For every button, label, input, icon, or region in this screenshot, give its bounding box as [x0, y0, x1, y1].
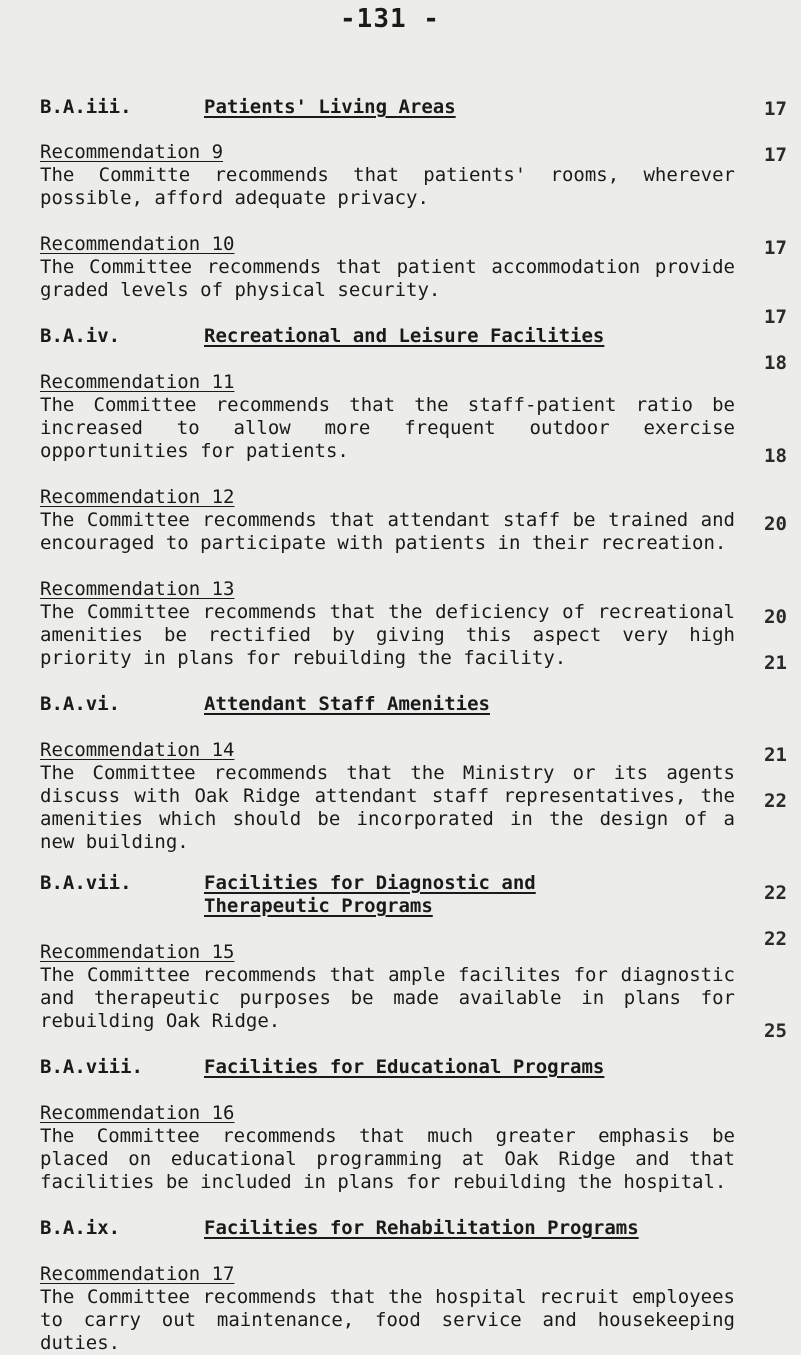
recommendation: [40, 739, 735, 854]
recommendation-text: The Committee recommends that much greater emphasis be placed on educational programming at Oak Ridge and that facilities be included in plans for rebuilding the hospital.: [40, 1125, 735, 1193]
recommendation: [40, 141, 735, 210]
recommendation-text: The Committee recommends that patient accommodation provide graded levels of physical security.: [40, 256, 735, 301]
recommendation-text: The Committee recommends that the staff-patient ratio be increased to allow more frequent outdoor exercise opportunities for patients.: [40, 394, 735, 462]
section-heading: [40, 872, 735, 918]
section-code: B.A.vi.: [40, 693, 121, 715]
section-title: Patients' Living Areas: [204, 96, 456, 118]
page-content: [40, 96, 735, 1355]
section-title: Recreational and Leisure Facilities: [204, 325, 605, 347]
page-reference: 22: [764, 790, 787, 812]
section-title: Facilities for Diagnostic and: [204, 872, 536, 894]
section-heading: [40, 693, 735, 716]
section-heading: [40, 1056, 735, 1079]
recommendation: [40, 486, 735, 555]
section-title: Attendant Staff Amenities: [204, 693, 490, 715]
recommendation-heading: Recommendation 15: [40, 941, 235, 963]
recommendation-text: The Committee recommends that attendant staff be trained and encouraged to participate with patients in their recreation.: [40, 509, 735, 554]
recommendation-heading: Recommendation 10: [40, 233, 235, 255]
recommendation: [40, 371, 735, 463]
section-title: Facilities for Educational Programs: [204, 1056, 605, 1078]
recommendation: [40, 941, 735, 1033]
section-code: B.A.iii.: [40, 96, 132, 118]
recommendation: [40, 233, 735, 302]
recommendation-heading: Recommendation 17: [40, 1263, 235, 1285]
section-title: Facilities for Rehabilitation Programs: [204, 1217, 639, 1239]
recommendation-heading: Recommendation 16: [40, 1102, 235, 1124]
page-reference: 18: [764, 445, 787, 467]
page-reference: 17: [764, 306, 787, 328]
page-reference: 20: [764, 513, 787, 535]
page-reference: 17: [764, 237, 787, 259]
section-code: B.A.iv.: [40, 325, 121, 347]
recommendation-heading: Recommendation 14: [40, 739, 235, 761]
page-reference: 20: [764, 606, 787, 628]
section-title-block: [204, 872, 536, 918]
recommendation-text: The Committee recommends that the Ministry or its agents discuss with Oak Ridge attendant staff representatives, the amenities which should be incorporated in the design of a new building.: [40, 762, 735, 853]
page-reference: 21: [764, 744, 787, 766]
page-number: -131 -: [340, 4, 440, 34]
page-reference: 21: [764, 652, 787, 674]
recommendation-heading: Recommendation 9: [40, 141, 224, 163]
page-reference: 25: [764, 1020, 787, 1042]
recommendation-text: The Committee recommends that ample facilites for diagnostic and therapeutic purposes be made available in plans for rebuilding Oak Ridge.: [40, 964, 735, 1032]
section-title: Therapeutic Programs: [204, 895, 433, 917]
recommendation-heading: Recommendation 11: [40, 371, 235, 393]
recommendation: [40, 1263, 735, 1355]
section-code: B.A.vii.: [40, 872, 132, 894]
page-reference: 22: [764, 882, 787, 904]
recommendation-text: The Committee recommends that the hospital recruit employees to carry out maintenance, food service and housekeeping duties.: [40, 1286, 735, 1354]
page-reference: 17: [764, 98, 787, 120]
page-reference: 22: [764, 928, 787, 950]
recommendation: [40, 1102, 735, 1194]
section-heading: [40, 1217, 735, 1240]
recommendation-text: The Committee recommends that the deficiency of recreational amenities be rectified by giving this aspect very high priority in plans for rebuilding the facility.: [40, 601, 735, 669]
page-reference: 18: [764, 352, 787, 374]
recommendation-heading: Recommendation 12: [40, 486, 235, 508]
section-heading: [40, 96, 735, 119]
section-heading: [40, 325, 735, 348]
section-code: B.A.viii.: [40, 1056, 143, 1078]
recommendation: [40, 578, 735, 670]
recommendation-text: The Committe recommends that patients' rooms, wherever possible, afford adequate privacy.: [40, 164, 735, 209]
page-reference: 17: [764, 144, 787, 166]
recommendation-heading: Recommendation 13: [40, 578, 235, 600]
section-code: B.A.ix.: [40, 1217, 121, 1239]
